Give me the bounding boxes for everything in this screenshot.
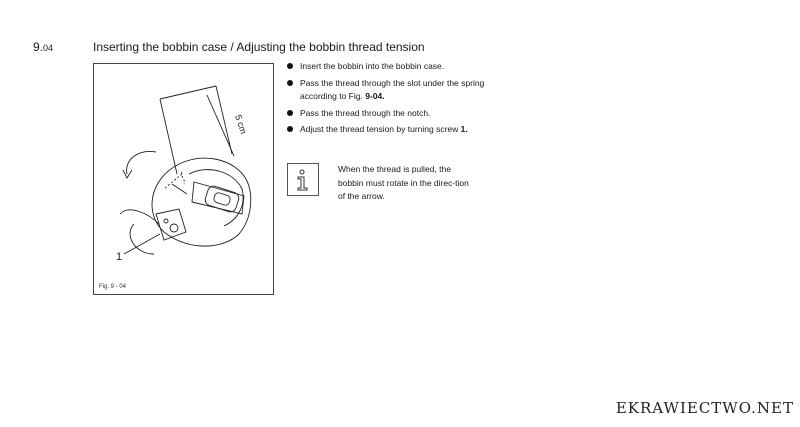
step-text: Insert the bobbin into the bobbin case. bbox=[300, 61, 445, 71]
bullet-icon bbox=[287, 126, 293, 132]
step-text: Pass the thread through the slot under the spring according to Fig. bbox=[300, 77, 485, 101]
list-item bbox=[287, 123, 487, 137]
list-item bbox=[287, 77, 487, 104]
watermark: EKRAWIECTWO.NET bbox=[615, 399, 794, 417]
note-text: When the thread is pulled, the bobbin must rotate in the direc-tion of the arrow. bbox=[338, 164, 469, 201]
section-number-major: 9. bbox=[33, 40, 44, 54]
instruction-list bbox=[287, 60, 487, 140]
bullet-icon bbox=[287, 63, 293, 69]
callout-label-1: 1 bbox=[116, 251, 123, 263]
step-text: Adjust the thread tension by turning screw bbox=[300, 124, 461, 134]
bullet-icon bbox=[287, 80, 293, 86]
step-bold: 1. bbox=[460, 124, 468, 134]
step-text: Pass the thread through the notch. bbox=[300, 107, 431, 118]
list-item bbox=[287, 60, 487, 74]
section-number bbox=[33, 40, 53, 54]
figure-bobbin-case bbox=[93, 63, 274, 295]
section-number-minor: 04 bbox=[43, 43, 54, 53]
step-bold: 9-04. bbox=[365, 91, 385, 101]
bullet-icon bbox=[287, 110, 293, 116]
section-title: Inserting the bobbin case / Adjusting the bobbin thread tension bbox=[93, 40, 425, 54]
info-icon bbox=[287, 163, 319, 196]
figure-caption: Fig. 9 - 04 bbox=[99, 284, 127, 290]
list-item bbox=[287, 107, 487, 121]
dimension-label: 5 cm bbox=[233, 113, 249, 136]
bobbin-case-illustration bbox=[94, 64, 275, 296]
